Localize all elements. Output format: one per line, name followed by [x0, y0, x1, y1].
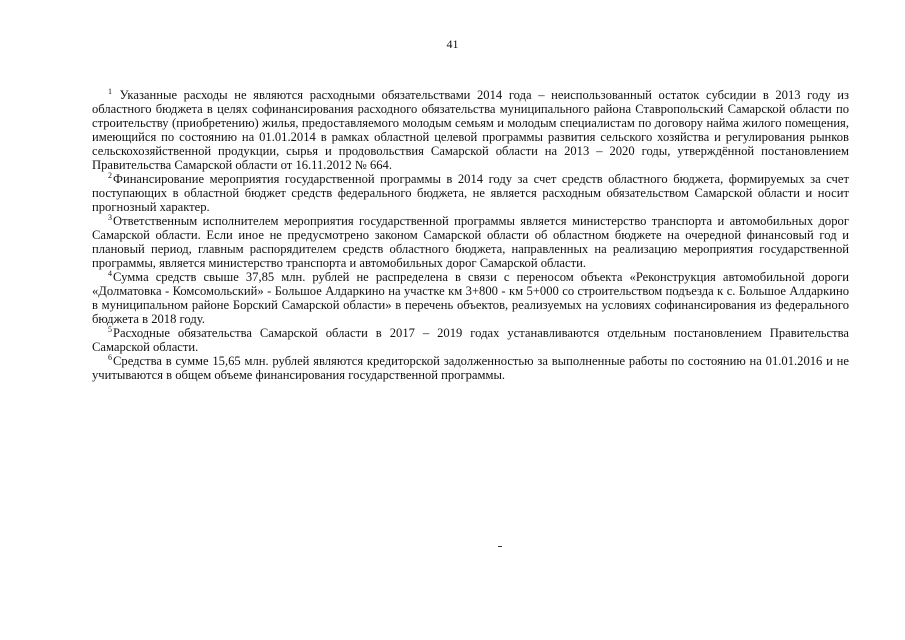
footnote-marker: 3	[108, 212, 112, 222]
footnote-5	[92, 326, 849, 354]
footnote-3	[92, 214, 849, 270]
footnote-marker: 6	[108, 352, 112, 362]
footnote-text: Финансирование мероприятия государственной программы в 2014 году за счет средств областного бюджета, формируемых за счет поступающих в областной бюджет средств федерального бюджета, не является расходным обязательством Самарской области и носит прогнозный характер.	[92, 172, 849, 214]
footnote-text: Сумма средств свыше 37,85 млн. рублей не распределена в связи с переносом объекта «Реконструкция автомобильной дороги «Долматовка - Комсомольский» - Большое Алдаркино на участке км 3+800 - км 5+000 со строительством подъезда к с. Большое Алдаркино в муниципальном районе Борский Самарской области» в перечень объектов, реализуемых на условиях софинансирования из федерального бюджета в 2018 году.	[92, 270, 849, 326]
page-number: 41	[446, 37, 459, 51]
footnote-4	[92, 270, 849, 326]
footnotes-block	[92, 88, 849, 382]
footnote-marker: 1	[108, 86, 112, 96]
footnote-1	[92, 88, 849, 172]
footnote-text: Средства в сумме 15,65 млн. рублей являются кредиторской задолженностью за выполненные работы по состоянию на 01.01.2016 и не учитываются в общем объеме финансирования государственной программы.	[92, 354, 849, 382]
footnote-text: Расходные обязательства Самарской области в 2017 – 2019 годах устанавливаются отдельным постановлением Правительства Самарской области.	[92, 326, 849, 354]
footnote-marker: 4	[108, 268, 112, 278]
footnote-text: Указанные расходы не являются расходными обязательствами 2014 года – неиспользованный остаток субсидии в 2013 году из областного бюджета в целях софинансирования расходного обязательства муниципального района Ставропольский Самарской области по строительству (приобретению) жилья, предоставляемого молодым семьям и молодым специалистам по договору найма жилого помещения, имеющийся по состоянию на 01.01.2014 в рамках областной целевой программы развития сельского хозяйства и регулирования рынков сельскохозяйственной продукции, сырья и продовольствия Самарской области на 2013 – 2020 годы, утверждённой постановлением Правительства Самарской области от 16.11.2012 № 664.	[92, 88, 849, 172]
scan-speck	[498, 546, 502, 547]
footnote-marker: 2	[108, 170, 112, 180]
footnote-text: Ответственным исполнителем мероприятия государственной программы является министерство транспорта и автомобильных дорог Самарской области. Если иное не предусмотрено законом Самарской области об областном бюджете на очередной финансовый год и плановый период, главным распорядителем средств областного бюджета, направленных на реализацию мероприятия государственной программы, является министерство транспорта и автомобильных дорог Самарской области.	[92, 214, 849, 270]
footnote-6	[92, 354, 849, 382]
footnote-marker: 5	[108, 324, 112, 334]
footnote-2	[92, 172, 849, 214]
